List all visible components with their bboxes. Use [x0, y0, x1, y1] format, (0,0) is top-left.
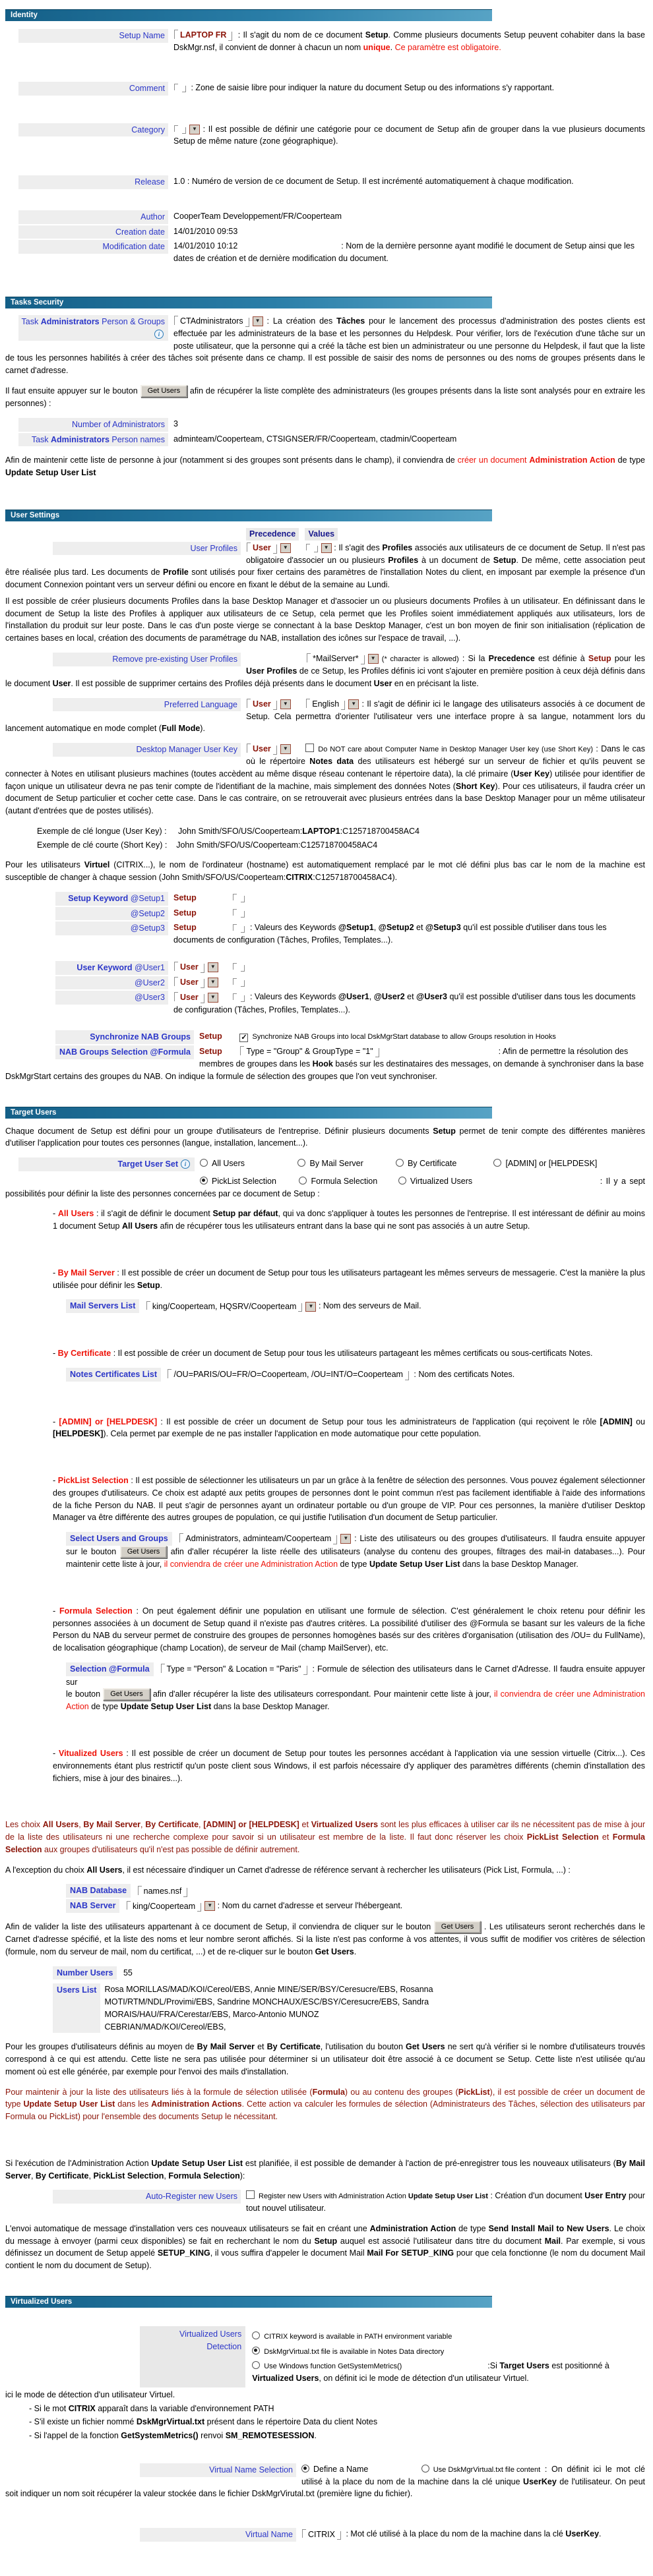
comment-field[interactable]: [174, 83, 186, 93]
radio-by-certificate[interactable]: By Certificate: [396, 1157, 491, 1170]
setup-keywords-desc: : Valeurs des Keywords @Setup1, @Setup2 et @Setup3 qu'il est possible d'utiliser dans tous les documents de configuration (Tâches, Profiles, Templates...).: [173, 923, 607, 945]
radio-icon[interactable]: [252, 2361, 260, 2369]
field-users-list: [53, 1983, 645, 2033]
field-corner-icon: [245, 318, 249, 327]
radio-icon[interactable]: [398, 1177, 406, 1185]
radio-picklist-selection[interactable]: PickList Selection: [200, 1175, 295, 1188]
release-value: 1.0: [173, 177, 185, 187]
desktop-manager-user-key-desc: : Dans le cas où le répertoire Notes data des utilisateurs est hébergé sur un serveur de fichier et qu'ils peuvent se connecter à Notes en utilisant plusieurs machines (toutes accèdent au même disque réseau contenant le répertoire data), la clé primaire (User Key) utilisée pour identifier de façon unique un utilisateur devra ne pas tenir compte de l'identifiant de la machine, mais simplement des données Notes (Short Key). Pour ces utilisateurs, il faudra créer un document de Setup particulier et cocher cette case. Dans le cas contraire, on se retrouverait avec plusieurs entrées dans la base Desktop Manager pour un même utilisateur (autant d'entrées que de postes utilisés).: [5, 744, 645, 816]
field-corner-icon: [298, 1303, 302, 1312]
field-corner-icon: [146, 1301, 150, 1310]
field-corner-icon: [247, 699, 251, 708]
wildcard-note: (* character is allowed): [381, 655, 459, 663]
field-category: [5, 123, 645, 148]
field-corner-icon: [273, 544, 277, 554]
setup-keyword-1-precedence: Setup: [173, 893, 197, 902]
section-header-user-settings: User Settings: [5, 510, 492, 521]
user-keyword-1-precedence-field[interactable]: User: [174, 961, 204, 974]
get-users-instruction: [5, 385, 645, 410]
select-users-desc-post: afin d'aller récupérer la liste réelle des utilisateurs (analyse du contenu des groupes, filtrages des mail-in databases...). Pour maintenir cette liste à jour, il conviendra de créer une Administration Action de type Update Setup User List dans la base Desktop Manager.: [66, 1546, 645, 1569]
mail-servers-list-dropdown-icon[interactable]: ▼: [305, 1302, 316, 1312]
virtualized-users-detection-label: Virtualized Users Detection: [140, 2326, 245, 2387]
field-corner-icon: [138, 1886, 142, 1895]
field-corner-icon: [161, 1664, 165, 1673]
radio-dskmgrvirtual-file[interactable]: DskMgrVirtual.txt file is available in Notes Data directory: [252, 2345, 645, 2358]
mail-servers-list-field[interactable]: king/Cooperteam, HQSRV/Cooperteam: [146, 1301, 303, 1313]
field-setup-keyword-3: [5, 922, 645, 947]
bullet-admin-helpdesk: - [ADMIN] or [HELPDESK] : Il est possible de créer un document de Setup pour tous les administrateurs de l'application (qui reçoivent le rôle [ADMIN] ou [HELPDESK]). Cela permet par exemple de ne pas installer l'application en mode automatique pour cette population.: [53, 1417, 645, 1439]
field-setup-keyword-2: [5, 907, 645, 921]
values-column-header: Values: [305, 528, 338, 541]
radio-all-users[interactable]: All Users: [200, 1157, 295, 1170]
author-value: CooperTeam Developpement/FR/Cooperteam: [173, 211, 342, 221]
section-tasks-security: [5, 297, 645, 479]
field-select-users-and-groups: [66, 1532, 645, 1571]
field-corner-icon: [306, 699, 310, 708]
remove-preexisting-profiles-desc: : Si la Precedence est définie à Setup pour les User Profiles de ce Setup, les Profiles définis ici vont s'ajouter en première position à ceux déjà définis dans le document User. Il est possible de supprimer certains des Profiles déjà présents dans le document User en en précisant la liste.: [5, 653, 646, 688]
number-of-administrators-label: Number of Administrators: [18, 418, 168, 432]
field-target-user-set-row2: [5, 1175, 645, 1200]
field-corner-icon: [179, 1533, 183, 1542]
radio-getsystemmetrics[interactable]: Use Windows function GetSystemMetrics() :Si Target Users est positionné à Virtualized Users, on définit ici le mode de détection d'un utilisateur Virtuel.: [252, 2361, 609, 2384]
field-corner-icon: [241, 911, 245, 918]
field-corner-icon: [307, 653, 311, 662]
field-corner-icon: [361, 655, 365, 664]
planned-action-note: Si l'exécution de l'Administration Action Update Setup User List est planifiée, il est possible de demander à l'action de pré-enregistrer tous les nouveaux utilisateurs (By Mail Server, By Certificate, PickList Selection, Formula Selection):: [5, 2158, 646, 2181]
field-author: [5, 210, 645, 224]
field-corner-icon: [174, 992, 178, 1001]
get-users-post-text: afin de récupérer la liste complète des administrateurs (les groupes présents dans la liste sont analysés pour en extraire les personnes) :: [5, 386, 645, 409]
section-user-settings: [5, 510, 645, 1083]
field-corner-icon: [240, 1046, 244, 1055]
field-corner-icon: [233, 993, 237, 1000]
setup-keyword-3-precedence: Setup: [173, 923, 197, 933]
auto-register-desc: : Création d'un document User Entry pour tout nouvel utilisateur.: [246, 2191, 645, 2213]
section-header-virtualized-users: Virtualized Users: [5, 2296, 492, 2308]
virtual-name-label: Virtual Name: [140, 2528, 296, 2542]
category-label: Category: [18, 123, 168, 137]
field-corner-icon: [241, 965, 245, 972]
field-desktop-manager-user-key: [5, 743, 645, 817]
maintain-list-note: Afin de maintenir cette liste de personne à jour (notamment si des groupes sont présents dans le champ), il conviendra de créer un document Administration Action de type Update Setup User List: [5, 455, 645, 478]
field-corner-icon: [168, 1369, 171, 1378]
radio-define-a-name[interactable]: Define a Name: [301, 2463, 417, 2476]
nab-formula-precedence: Setup: [199, 1047, 222, 1056]
get-users-button[interactable]: Get Users: [140, 385, 188, 397]
field-corner-icon: [233, 963, 237, 970]
user-keyword-2-dropdown-icon[interactable]: ▼: [208, 978, 218, 987]
virtual-name-selection-desc: : On définit ici le mot clé utilisé à la place du nom de la machine dans la clé unique UserKey de l'utilisateur. On peut soit indiquer un nom soit récupérer la valeur stockée dans le fichier DskMgrVirutal.txt (première ligne du fichier).: [5, 2464, 645, 2499]
field-corner-icon: [182, 86, 186, 92]
selection-formula-desc-post: afin d'aller récupérer la liste des utilisateurs correspondant. Pour maintenir cette liste à jour, il conviendra de créer une Administration Action de type Update Setup User List dans la base Desktop Manager.: [66, 1689, 645, 1712]
example-short-key: Exemple de clé courte (Short Key) : John Smith/SFO/US/Cooperteam:C125718700458AC4: [37, 840, 378, 850]
section-header-tasks-security: Tasks Security: [5, 297, 492, 308]
user-keyword-3-precedence-field[interactable]: User: [174, 991, 204, 1004]
field-setup-name: [5, 29, 645, 54]
preferred-language-field[interactable]: English: [306, 698, 345, 711]
radio-icon[interactable]: [396, 1159, 404, 1167]
sync-nab-checkbox-label: Synchronize NAB Groups into local DskMgrStart database to allow Groups resolution in Hooks: [252, 1033, 556, 1041]
field-corner-icon: [303, 1666, 307, 1675]
virtual-name-field[interactable]: CITRIX: [302, 2529, 341, 2541]
field-task-administrators: [5, 315, 645, 377]
select-users-desc-pre: : Liste des utilisateurs ou des groupes d'utilisateurs. Il faudra ensuite appuyer sur le bouton: [66, 1534, 645, 1556]
field-virtual-name-selection: [5, 2463, 645, 2500]
bullet-picklist-selection: - PickList Selection : Il est possible de sélectionner les utilisateurs un par un grâce à la fenêtre de sélection des personnes. Vous pouvez également sélectionner des groupes d'utilisateurs. Ce choix est adapté aux petits groupes de personnes dont le point commun n'est pas facilement identifiable à l'aide des informations de la fiche Person du NAB. Il peut s'agir de personnes ayant un ordinateur portable ou d'un groupe de VIP. Pour ces personnes, la manière d'utiliser Desktop Manager va être différente des autres groupes de population, ce qui justifie l'utilisation d'un document de Setup particulier.: [53, 1476, 645, 1523]
get-users-button[interactable]: Get Users: [434, 1921, 482, 1933]
user-profiles-values-field[interactable]: [306, 543, 318, 553]
radio-admin-helpdesk[interactable]: [ADMIN] or [HELPDESK]: [493, 1157, 597, 1170]
category-dropdown-icon[interactable]: ▼: [189, 125, 200, 134]
user-keyword-2-label: @User2: [55, 976, 168, 990]
user-keyword-1-label: User Keyword @User1: [55, 961, 168, 975]
field-auto-register-new-users: [5, 2190, 645, 2215]
remove-preexisting-profiles-dropdown-icon[interactable]: ▼: [368, 654, 379, 664]
radio-icon[interactable]: [200, 1159, 208, 1167]
notes-certificates-list-desc: : Nom des certificats Notes.: [414, 1369, 515, 1379]
field-corner-icon: [375, 1048, 379, 1057]
task-administrators-field[interactable]: CTAdministrators: [174, 315, 249, 328]
field-user-profiles: [5, 542, 645, 591]
radio-use-dskmgrvirtual-content[interactable]: Use DskMgrVirtual.txt file content: [421, 2463, 540, 2476]
selection-formula-desc-mid: le bouton: [66, 1689, 101, 1699]
number-users-label: Number Users: [53, 1966, 117, 1980]
mail-servers-list-desc: : Nom des serveurs de Mail.: [318, 1301, 421, 1311]
radio-icon[interactable]: [200, 1177, 208, 1185]
modification-date-value: 14/01/2010 10:12: [173, 241, 238, 251]
radio-icon[interactable]: [301, 2465, 309, 2473]
notes-certificates-list-label: Notes Certificates List: [66, 1368, 161, 1382]
selection-formula-field[interactable]: Type = "Person" & Location = "Paris": [161, 1663, 307, 1676]
nab-server-label: NAB Server: [66, 1899, 119, 1913]
user-profiles-desc: : Il s'agit des Profiles associés aux utilisateurs de ce document de Setup. Il n'est pas obligatoire d'associer un ou plusieurs Profiles à un document de Setup. De même, cette association peut être réalisée plus tard. Les documents de Profile sont utilisés pour fixer certains des paramètres de l'installation Notes du client, en imposant par exemple la présence d'un document Connexion pointant vers un serveur défini ou encore en fixant le début de la semaine au Lundi.: [5, 542, 645, 590]
user-profiles-precedence-dropdown-icon[interactable]: ▼: [280, 543, 291, 553]
field-selection-formula: [66, 1662, 645, 1713]
remove-preexisting-profiles-field[interactable]: *MailServer*: [307, 653, 364, 665]
users-list-label: Users List: [53, 1983, 100, 2033]
field-corner-icon: [201, 979, 204, 988]
section-identity: [5, 9, 645, 265]
section-header-identity: Identity: [5, 9, 492, 21]
user-profiles-values-dropdown-icon[interactable]: ▼: [321, 543, 332, 553]
field-corner-icon: [182, 127, 186, 134]
nab-groups-selection-formula-field[interactable]: Type = "Group" & GroupType = "1": [240, 1045, 379, 1058]
notes-certificates-list-field[interactable]: /OU=PARIS/OU=FR/O=Cooperteam, /OU=INT/O=Cooperteam: [168, 1368, 408, 1381]
user-profiles-label: User Profiles: [53, 542, 241, 556]
auto-register-checkbox-label: Register new Users with Administration Action Update Setup User List: [259, 2192, 488, 2201]
short-key-checkbox[interactable]: [305, 744, 314, 752]
nab-server-desc: : Nom du carnet d'adresse et serveur l'hébergeant.: [217, 1901, 403, 1911]
info-icon[interactable]: i: [154, 330, 164, 339]
section-header-target-users: Target Users: [5, 1107, 492, 1119]
target-user-set-desc: : Il y a sept possibilités pour définir la liste des personnes concernées par ce document de Setup :: [5, 1176, 645, 1198]
radio-icon[interactable]: [421, 2465, 429, 2473]
dates-desc: : Nom de la dernière personne ayant modifié le document de Setup ainsi que les dates de création et de dernière modification du document.: [173, 241, 635, 264]
radio-formula-selection[interactable]: Formula Selection: [299, 1175, 394, 1188]
radio-virtualized-users[interactable]: Virtualized Users: [398, 1175, 494, 1188]
field-creation-date: [5, 225, 645, 239]
field-corner-icon: [233, 978, 237, 985]
select-users-and-groups-label: Select Users and Groups: [66, 1532, 172, 1546]
field-corner-icon: [302, 2529, 306, 2538]
setup-name-field[interactable]: LAPTOP FR: [174, 29, 232, 42]
section-target-users: [5, 1107, 645, 2272]
field-corner-icon: [201, 994, 204, 1003]
category-desc: : Il est possible de définir une catégorie pour ce document de Setup afin de grouper dans la vue plusieurs documents Setup de même nature (zone géographique).: [173, 124, 645, 146]
target-users-intro: Chaque document de Setup est défini pour un groupe d'utilisateurs de l'entreprise. Définir plusieurs documents Setup permet de tenir compte des différentes manières d'utiliser l'application pour toutes ces personnes (langue, installation, lancement...).: [5, 1126, 645, 1148]
field-task-administrators-person-names: [5, 433, 645, 447]
field-corner-icon: [174, 125, 178, 132]
detection-line-metrics: - Si l'appel de la fonction GetSystemMetrics() renvoi SM_REMOTESESSION.: [29, 2431, 317, 2441]
validate-pre: Afin de valider la liste des utilisateurs appartenant à ce document de Setup, il conviendra de cliquer sur le bouton: [5, 1921, 431, 1931]
number-of-administrators-value: 3: [173, 419, 178, 428]
users-list-value: Rosa MORILLAS/MAD/KOI/Cereol/EBS, Annie MINE/SER/BSY/Ceresucre/EBS, Rosanna MOTI/RTM/NDL/Provimi/EBS, Sandrine MONCHAUX/ESC/BSY/Ceresucre/EBS, Sandra MORAIS/HAU/FRA/Cerestar/EBS, Marco-Antonio MUNOZ CEBRIAN/MAD/KOI/Cereol/EBS,: [104, 1985, 433, 2032]
number-users-value: 55: [123, 1968, 133, 1977]
mail-servers-list-label: Mail Servers List: [66, 1299, 139, 1313]
field-user-keyword-1: [5, 961, 645, 975]
field-corner-icon: [127, 1901, 131, 1910]
release-label: Release: [18, 175, 168, 189]
user-keyword-3-label: @User3: [55, 991, 168, 1005]
comment-label: Comment: [18, 82, 168, 96]
radio-icon[interactable]: [299, 1177, 307, 1185]
field-corner-icon: [337, 2531, 341, 2540]
modification-date-label: Modification date: [18, 240, 168, 254]
install-mail-note: L'envoi automatique de message d'installation vers ces nouveaux utilisateurs se fait en créant une Administration Action de type Send Install Mail to New Users. Le choix du message à envoyer (parmi ceux disponibles) se fait en recherchant le nom du Setup auquel est associé l'utilisateur dans titre du document Mail. Par exemple, si vous définissez un document de Setup appelé SETUP_KING, il vous suffira d'appeler le document Mail Mail For SETUP_KING pour que cela fonctionne (le nom du document Mail contient le nom du document de Setup).: [5, 2223, 646, 2271]
field-remove-preexisting-profiles: [5, 653, 645, 690]
field-nab-server: [66, 1899, 645, 1913]
field-corner-icon: [341, 701, 345, 710]
category-field[interactable]: [174, 125, 186, 134]
bullet-by-mail-server: - By Mail Server : Il est possible de créer un document de Setup pour tous les utilisateurs partageant les mêmes serveurs de messagerie. C'est la manière la plus utilisée pour définir les Setup.: [53, 1268, 645, 1290]
bullet-formula-selection: - Formula Selection : On peut également définir une population en utilisant une formule de sélection. C'est généralement le choix retenu pour définir les personnes associées à un document de Setup quand il n'existe pas d'autres critères. La possibilité d'utiliser des @Formula se basant sur les valeurs de la fiche Person du NAB du serveur permet de construire des groupes de personnes homogènes basés sur des critères d'organisation (utilisation des /OU= du FullName), de localisation géographique (champ Location), de serveur de Mail (champ MailServer), etc.: [53, 1606, 645, 1653]
bymail-note: Pour les groupes d'utilisateurs définis au moyen de By Mail Server et By Certificate, l'utilisation du bouton Get Users ne sert qu'à vérifier si le nombre d'utilisateurs trouvés correspond à ce qui est attendu. Cette liste ne sera pas utilisée pour déterminer si un utilisateur doit être associé à ce document se Setup. Cette liste n'est utilisée qu'au moment où est elle générée, par exemple pour l'envoi des mails d'installation.: [5, 2042, 645, 2076]
field-corner-icon: [233, 909, 237, 916]
user-keywords-desc: : Valeurs des Keywords @User1, @User2 et @User3 qu'il est possible d'utiliser dans tous les documents de configuration (Tâches, Profiles, Templates...).: [173, 992, 636, 1014]
select-users-and-groups-dropdown-icon[interactable]: ▼: [340, 1534, 351, 1544]
virtual-name-selection-label: Virtual Name Selection: [140, 2463, 296, 2477]
field-corner-icon: [241, 995, 245, 1002]
field-mail-servers-list: [66, 1299, 645, 1313]
virtualized-users-detection-desc: :Si Target Users est positionné à Virtualized Users, on définit ici le mode de détection d'un utilisateur Virtuel.: [252, 2361, 609, 2384]
field-corner-icon: [306, 544, 310, 550]
field-corner-icon: [241, 926, 245, 933]
synchronize-nab-groups-label: Synchronize NAB Groups: [55, 1030, 194, 1044]
field-number-of-administrators: [5, 418, 645, 432]
field-corner-icon: [241, 980, 245, 987]
preferred-language-precedence-field[interactable]: User: [247, 698, 277, 711]
task-administrators-person-names-value: adminteam/Cooperteam, CTSIGNSER/FR/Cooperteam, ctadmin/Cooperteam: [173, 434, 457, 444]
field-corner-icon: [201, 964, 204, 973]
field-corner-icon: [273, 746, 277, 755]
sync-nab-precedence: Setup: [199, 1032, 222, 1041]
field-release: [5, 175, 645, 189]
field-corner-icon: [197, 1903, 201, 1912]
get-users-button[interactable]: Get Users: [103, 1688, 150, 1701]
field-nab-database: [66, 1884, 645, 1898]
field-user-keyword-3: [5, 991, 645, 1016]
selection-formula-label: Selection @Formula: [66, 1662, 154, 1676]
bullet-vitualized-users: - Vitualized Users : Il est possible de créer un document de Setup pour toutes les personnes accédant à l'application via une session virtuelle (Citrix...). Ces environnements étant plus restrictif qu'un poste client sous Windows, il est parfois nécessaire d'y appliquer des paramètres différents (chemin d'installation des fichiers, mise à jour des binaires...).: [53, 1749, 645, 1783]
creation-date-label: Creation date: [18, 225, 168, 239]
validate-instruction: [5, 1921, 645, 1958]
setup-keyword-1-field[interactable]: [233, 893, 245, 903]
sync-nab-checkbox[interactable]: [239, 1034, 248, 1042]
bullet-by-certificate: - By Certificate : Il est possible de créer un document de Setup pour tous les utilisateurs partageant les mêmes certificats ou sous-certificats Notes.: [53, 1349, 593, 1359]
virtual-name-desc: : Mot clé utilisé à la place du nom de la machine dans la clé UserKey.: [346, 2529, 602, 2539]
exception-note: A l'exception du choix All Users, il est nécessaire d'indiquer un Carnet d'adresse de référence servant à rechercher les utilisateurs (Pick List, Formula, ...) :: [5, 1865, 571, 1875]
setup-name-desc: : Il s'agit du nom de ce document Setup. Comme plusieurs documents Setup peuvent cohabiter dans la base DskMgr.nsf, il convient de donner à chacun un nom unique. Ce paramètre est obligatoire.: [173, 30, 645, 53]
release-desc: : Numéro de version de ce document de Setup. Il est incrémenté automatiquement à chaque modification.: [187, 177, 574, 187]
field-notes-certificates-list: [66, 1368, 645, 1382]
column-headers: [5, 528, 645, 541]
task-administrators-desc: : La création des Tâches pour le lancement des processus d'administration des postes clients est effectuée par les administrateurs de la base et les personnes du Helpdesk. Pour vérifier, lors de l'exécution d'une tâche sur un poste utilisateur, que la personne qui a créé la tâche est bien un administrateur ou une personne du Helpdesk, il faut que la liste de tous les personnes habilités à créer des tâches soit présente dans ce champ. Il est possible de saisir des noms de personnes ou des noms de groupes présents dans le carnet d'adresse.: [5, 316, 645, 376]
radio-citrix-path[interactable]: CITRIX keyword is available in PATH environment variable: [252, 2330, 645, 2343]
field-virtual-name: [5, 2528, 645, 2542]
field-preferred-language: [5, 698, 645, 736]
selection-formula-desc-pre: : Formule de sélection des utilisateurs dans le Carnet d'Adresse. Il faudra ensuite appuyer sur: [66, 1664, 646, 1687]
short-key-checkbox-label: Do NOT care about Computer Name in Desktop Manager User key (use Short Key): [318, 746, 594, 754]
radio-by-mail-server[interactable]: By Mail Server: [297, 1157, 393, 1170]
user-profiles-desc2: Il est possible de créer plusieurs documents Profiles dans la base Desktop Manager et d'associer un ou plusieurs documents Profiles à un utilisateur. En définissant dans le document de Setup la liste des Profiles à appliquer aux utilisateurs de ce Setup, cela permet que les Profiles soient immédiatement appliqués aux utilisateurs, lors de l'installation du produit sur leur poste. Dans le cas d'un poste vierge se connectant à la base Desktop Manager, c'est un bon moyen de finir son initialisation (réplication de certaines bases en local, création des documents de paramétrage du NAB, installation des icônes sur l'espace de travail, ...).: [5, 596, 645, 643]
radio-icon[interactable]: [297, 1159, 305, 1167]
nab-groups-selection-formula-desc: : Afin de permettre la résolution des membres de groupes dans les Hook basés sur les destinataires des messages, on demande à synchroniser dans la base DskMgrStart certains des groupes du NAB. On indique la formule de sélection des groupes que l'on veut synchroniser.: [5, 1047, 644, 1081]
validate-post: . Les utilisateurs seront recherchés dans le Carnet d'adresse spécifié, et la liste des noms et leur nombre seront affichés. Si la liste n'est pas conforme à vos attentes, il vous suffit de modifier vos critères de sélection (formule, nom du serveur de mail, nom du certificat, ...) et de re-cliquer sur le bouton Get Users.: [5, 1921, 645, 1956]
setup-keyword-2-field[interactable]: [233, 908, 245, 918]
field-corner-icon: [233, 894, 237, 900]
task-administrators-person-names-label: Task Administrators Person names: [18, 433, 168, 447]
field-nab-groups-selection-formula: [5, 1045, 645, 1083]
nab-server-field[interactable]: king/Cooperteam: [127, 1900, 201, 1913]
choices-summary: Les choix All Users, By Mail Server, By Certificate, [ADMIN] or [HELPDESK] et Virtualized Users sont les plus efficaces à utiliser car ils ne nécessitent pas de mise à jour de la liste des utilisateurs ni une recherche complexe pour savoir si un utilisateur est membre de la liste. Il faut donc réserver les choix PickList Selection et Formula Selection aux groupes d'utilisateurs qu'il n'est pas possible de définir autrement.: [5, 1820, 646, 1854]
field-corner-icon: [174, 30, 178, 39]
user-keyword-1-field[interactable]: [233, 962, 245, 972]
nab-database-label: NAB Database: [66, 1884, 131, 1898]
field-corner-icon: [174, 316, 178, 325]
task-administrators-dropdown-icon[interactable]: ▼: [253, 316, 263, 326]
setup-keyword-2-precedence: Setup: [173, 908, 197, 918]
field-number-users: [53, 1966, 645, 1980]
radio-icon[interactable]: [252, 2347, 260, 2355]
auto-register-new-users-label: Auto-Register new Users: [53, 2190, 241, 2204]
field-corner-icon: [314, 546, 318, 552]
field-target-user-set: [5, 1157, 645, 1171]
user-keyword-1-dropdown-icon[interactable]: ▼: [208, 962, 218, 972]
setup-keyword-2-label: @Setup2: [55, 907, 168, 921]
user-keyword-2-precedence-field[interactable]: User: [174, 976, 204, 989]
field-corner-icon: [247, 542, 251, 552]
preferred-language-precedence-dropdown-icon[interactable]: ▼: [280, 699, 291, 709]
field-corner-icon: [183, 1888, 187, 1897]
virtual-users-note: Pour les utilisateurs Virtuel (CITRIX...), le nom de l'ordinateur (hostname) est automatiquement remplacé par le mot clé défini plus bas car le nom de la machine est susceptible de changer à chaque session (John Smith/SFO/US/Cooperteam:CITRIX:C125718700458AC4).: [5, 860, 645, 883]
field-modification-date: [5, 240, 645, 265]
maintain-users-note: Pour maintenir à jour la liste des utilisateurs liés à la formule de sélection utilisée (Formula) ou au contenu des groupes (PickList), il est possible de créer un document de type Update Setup User List dans les Administration Actions. Cette action va calculer les formules de sélection (Administrateurs des Tâches, sélection des utilisateurs par Formula ou PickList) pour l'ensemble des documents Setup le nécessitant.: [5, 2087, 645, 2122]
field-user-keyword-2: [5, 976, 645, 990]
field-corner-icon: [241, 896, 245, 902]
desktop-key-precedence-field[interactable]: User: [247, 743, 277, 755]
field-comment: [5, 82, 645, 96]
section-virtualized-users: [5, 2296, 645, 2542]
field-corner-icon: [333, 1535, 337, 1544]
creation-date-value: 14/01/2010 09:53: [173, 226, 238, 236]
desktop-key-precedence-dropdown-icon[interactable]: ▼: [280, 744, 291, 754]
user-keyword-3-dropdown-icon[interactable]: ▼: [208, 993, 218, 1003]
get-users-button[interactable]: Get Users: [120, 1546, 168, 1558]
preferred-language-dropdown-icon[interactable]: ▼: [348, 699, 359, 709]
field-setup-keyword-1: [5, 892, 645, 906]
field-corner-icon: [174, 977, 178, 986]
nab-database-field[interactable]: names.nsf: [138, 1885, 188, 1898]
bullet-all-users: - All Users : il s'agit de définir le document Setup par défaut, qui va donc s'appliquer à toutes les personnes de l'entreprise. Il est intéressant de définir au moins 1 document Setup All Users afin de récupérer tous les utilisateurs entrant dans la base qui ne sont pas associés à un autre Setup.: [53, 1209, 645, 1231]
detection-mode-intro: ici le mode de détection d'un utilisateur Virtuel.: [5, 2389, 175, 2399]
desktop-manager-user-key-label: Desktop Manager User Key: [53, 743, 241, 757]
field-corner-icon: [233, 924, 237, 931]
user-keyword-3-field[interactable]: [233, 993, 245, 1003]
field-synchronize-nab-groups: [5, 1030, 645, 1044]
auto-register-checkbox[interactable]: [246, 2190, 255, 2199]
field-corner-icon: [174, 962, 178, 971]
field-corner-icon: [174, 84, 178, 90]
preferred-language-desc: : Il s'agit de définir ici le langage des utilisateurs associés à ce document de Setup. Cela permettra d'orienter l'utilisateur vers une interface propre à sa langue, notamment lors du lancement automatique en mode complet (Full Mode).: [5, 699, 646, 734]
setup-keyword-3-label: @Setup3: [55, 922, 168, 935]
radio-icon[interactable]: [252, 2331, 260, 2339]
user-profiles-precedence-field[interactable]: User: [247, 542, 277, 554]
info-icon[interactable]: i: [181, 1159, 190, 1169]
comment-desc: : Zone de saisie libre pour indiquer la nature du document Setup ou des informations s'y rapportant.: [191, 82, 555, 92]
user-keyword-2-field[interactable]: [233, 978, 245, 987]
field-corner-icon: [247, 744, 251, 753]
setup-keyword-3-field[interactable]: [233, 923, 245, 933]
field-corner-icon: [273, 701, 277, 710]
get-users-pre-text: Il faut ensuite appuyer sur le bouton: [5, 386, 138, 395]
remove-preexisting-profiles-label: Remove pre-existing User Profiles: [53, 653, 241, 666]
precedence-column-header: Precedence: [246, 528, 299, 541]
author-label: Author: [18, 210, 168, 224]
radio-icon[interactable]: [493, 1159, 501, 1167]
task-administrators-label: Task Administrators Person & Groupsi: [18, 315, 168, 341]
setup-keyword-1-label: Setup Keyword @Setup1: [55, 892, 168, 906]
field-virtualized-users-detection: [5, 2326, 645, 2387]
detection-line-citrix: - Si le mot CITRIX apparaît dans la variable d'environnement PATH: [29, 2403, 274, 2413]
target-user-set-label: Target User Set i: [18, 1157, 195, 1171]
setup-name-label: Setup Name: [18, 29, 168, 43]
detection-line-file: - S'il existe un fichier nommé DskMgrVirtual.txt présent dans le répertoire Data du client Notes: [29, 2417, 378, 2427]
field-corner-icon: [228, 32, 232, 41]
example-long-key: Exemple de clé longue (User Key) : John Smith/SFO/US/Cooperteam:LAPTOP1:C125718700458AC4: [37, 826, 420, 836]
preferred-language-label: Preferred Language: [53, 698, 241, 712]
select-users-and-groups-field[interactable]: Administrators, adminteam/Cooperteam: [179, 1533, 337, 1545]
nab-server-dropdown-icon[interactable]: ▼: [204, 1901, 215, 1911]
nab-groups-selection-formula-label: NAB Groups Selection @Formula: [55, 1045, 194, 1059]
field-corner-icon: [405, 1371, 409, 1380]
